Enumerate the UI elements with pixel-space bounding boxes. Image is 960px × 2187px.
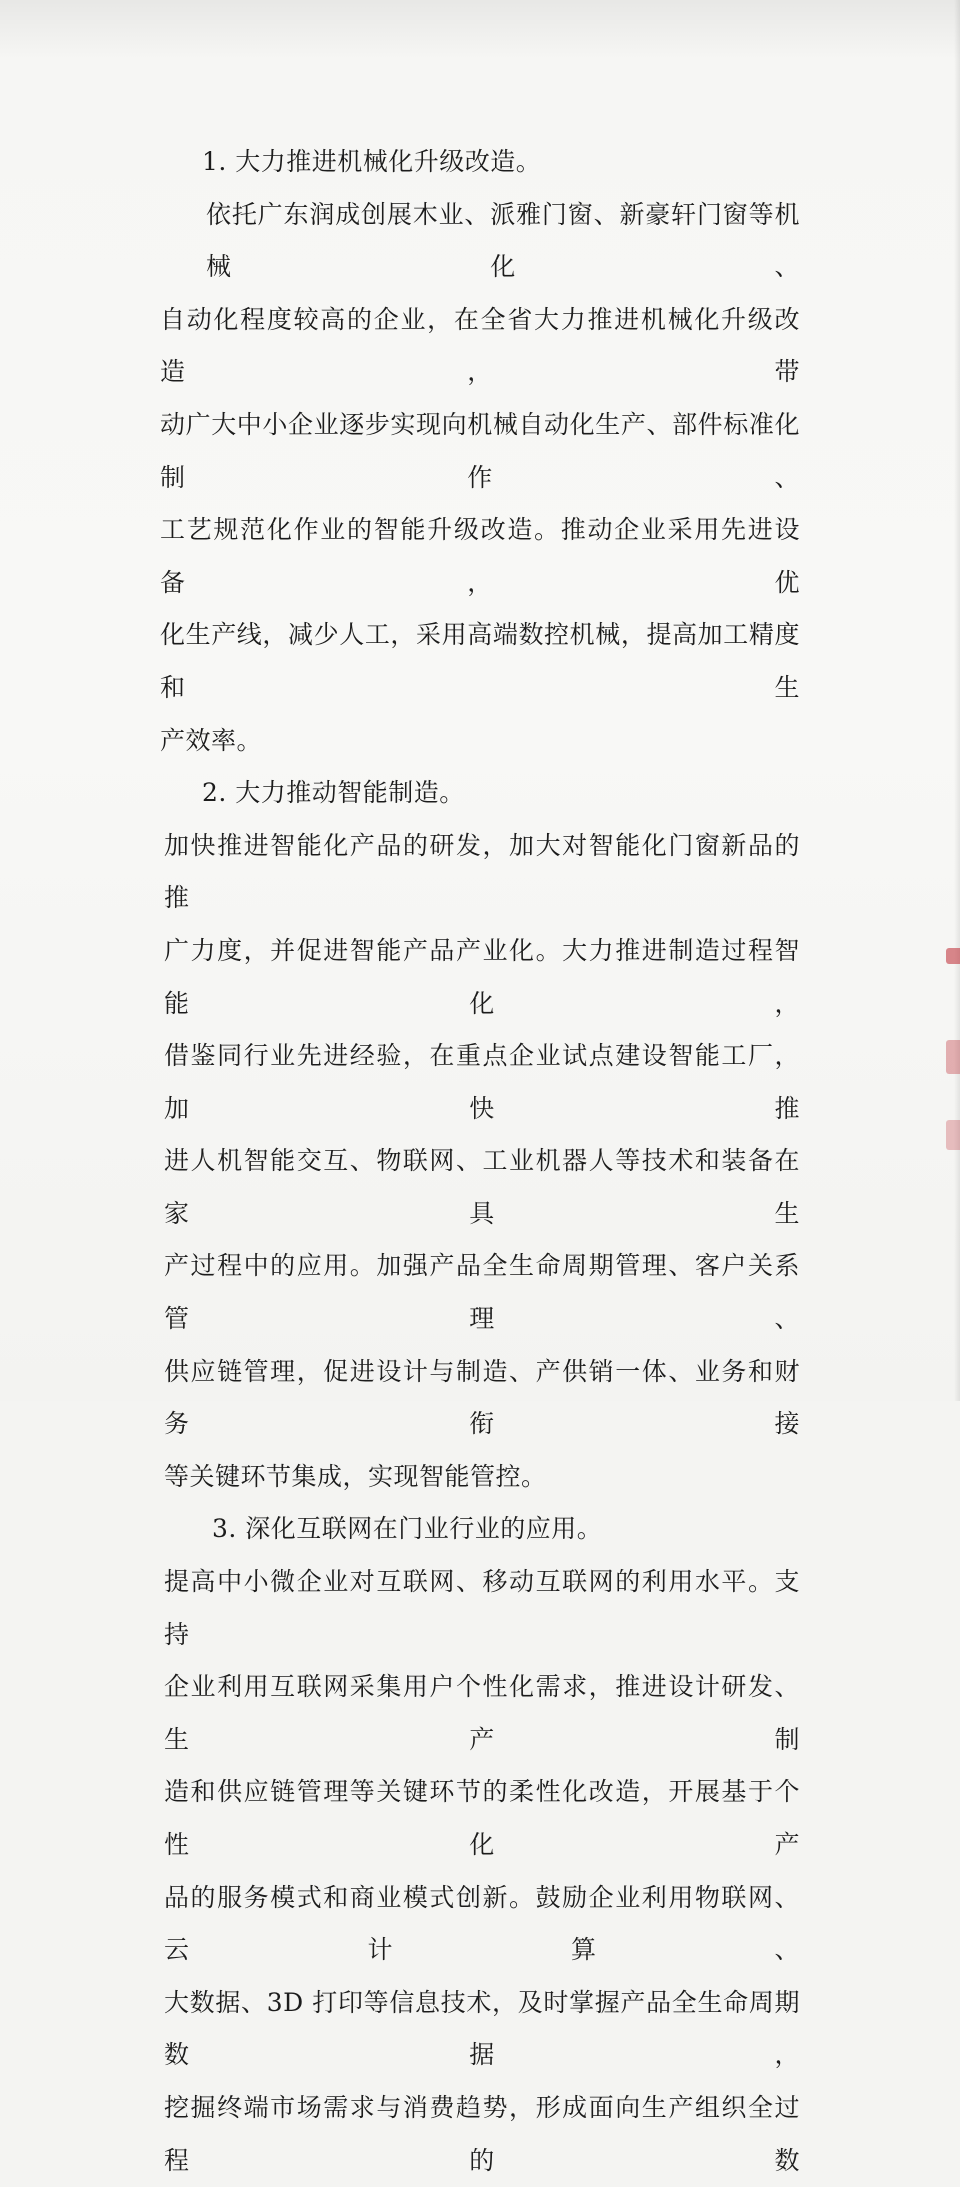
paragraph-line: 供应链管理，促进设计与制造、产供销一体、业务和财务衔接 (164, 1356, 800, 1439)
paragraph-line: 挖掘终端市场需求与消费趋势，形成面向生产组织全过程的数 (164, 2092, 800, 2175)
seal-fragment (946, 1040, 960, 1074)
paragraph-line: 化生产线，减少人工，采用高端数控机械，提高加工精度和生 (160, 620, 800, 702)
paragraph-line: 自动化程度较高的企业，在全省大力推进机械化升级改造，带 (160, 304, 800, 387)
paragraph-line: 大数据、3D 打印等信息技术，及时掌握产品全生命周期数据， (164, 1987, 800, 2070)
section-heading: 1. 大力推进机械化升级改造。 (202, 147, 542, 176)
section-heading: 3. 深化互联网在门业行业的应用。 (212, 1514, 603, 1544)
paragraph-line: 进人机智能交互、物联网、工业机器人等技术和装备在家具生 (164, 1146, 800, 1228)
paragraph-line: 等关键环节集成，实现智能管控。 (164, 1461, 547, 1491)
paragraph-line: 依托广东润成创展木业、派雅门窗、新豪轩门窗等机械化、 (206, 199, 800, 282)
paragraph-line: 借鉴同行业先进经验，在重点企业试点建设智能工厂，加快推 (164, 1041, 800, 1123)
page-edge (954, 0, 960, 1401)
paragraph-line: 品的服务模式和商业模式创新。鼓励企业利用物联网、云计算、 (164, 1882, 800, 1965)
document-body (160, 136, 800, 2187)
scan-shadow (0, 0, 960, 60)
paragraph-line: 产过程中的应用。加强产品全生命周期管理、客户关系管理、 (164, 1251, 800, 1334)
paragraph-line: 广力度，并促进智能产品产业化。大力推进制造过程智能化， (164, 935, 800, 1018)
paragraph-line: 产效率。 (160, 725, 263, 755)
seal-fragment (946, 948, 960, 964)
paragraph-line: 工艺规范化作业的智能升级改造。推动企业采用先进设备，优 (160, 515, 800, 597)
paragraph-line: 造和供应链管理等关键环节的柔性化改造，开展基于个性化产 (164, 1777, 800, 1859)
paragraph-line: 动广大中小企业逐步实现向机械自动化生产、部件标准化制作、 (160, 409, 800, 492)
paragraph-line: 提高中小微企业对互联网、移动互联网的利用水平。支持 (164, 1567, 800, 1649)
section-heading: 2. 大力推动智能制造。 (202, 778, 465, 808)
seal-fragment (946, 1120, 960, 1150)
paragraph-line: 企业利用互联网采集用户个性化需求，推进设计研发、生产制 (164, 1672, 800, 1754)
paragraph-line: 加快推进智能化产品的研发，加大对智能化门窗新品的推 (164, 830, 800, 913)
